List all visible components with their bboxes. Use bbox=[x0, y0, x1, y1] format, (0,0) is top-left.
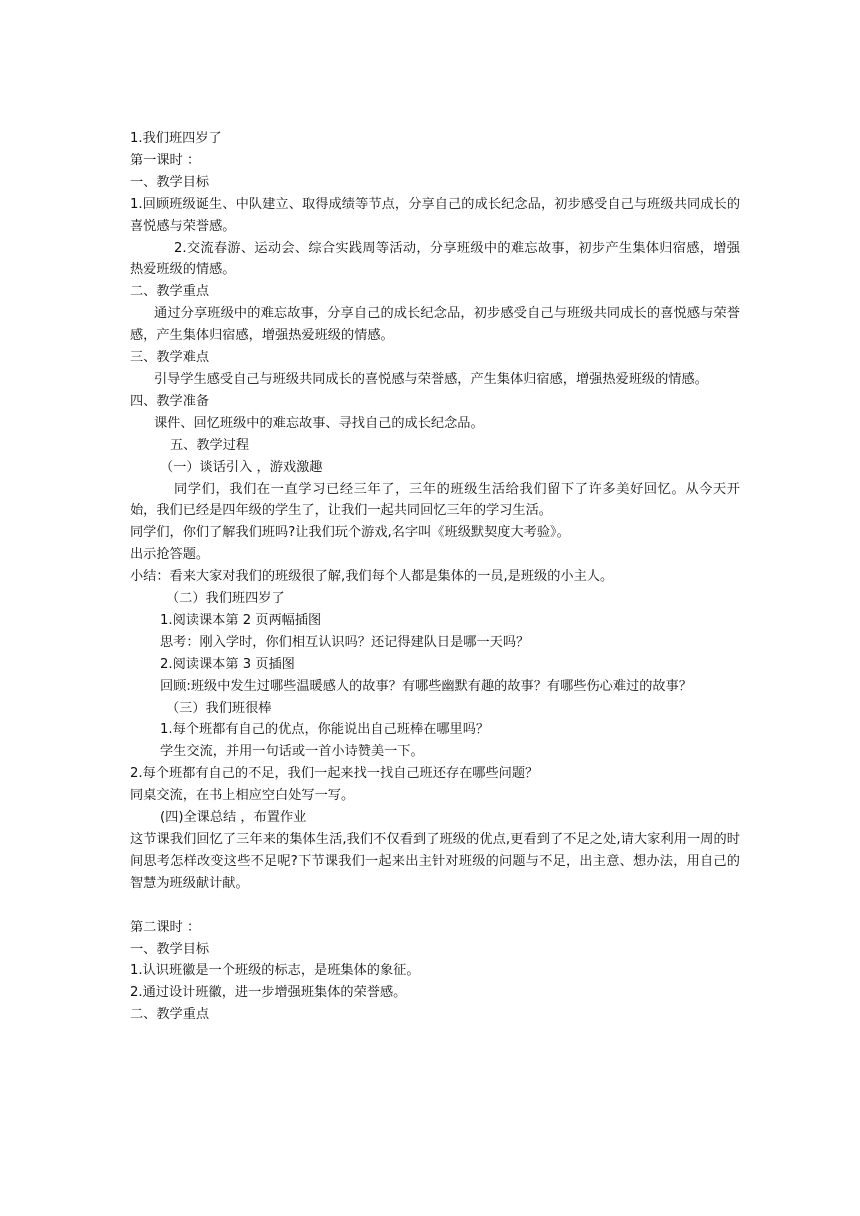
difficulty-heading: 三、教学难点 bbox=[130, 350, 210, 366]
step-answer: 学生交流，并用一句话或一首小诗赞美一下。 bbox=[160, 744, 424, 760]
focus-text: 通过分享班级中的难忘故事，分享自己的成长纪念品，初步感受自己与班级共同成长的喜悦感与荣誉感，产生集体归宿感，增强热爱班级的情感。 bbox=[130, 306, 740, 344]
step-answer: 同桌交流，在书上相应空白处写一写。 bbox=[130, 788, 355, 804]
step-question: 思考：刚入学时，你们相互认识吗？还记得建队日是哪一天吗？ bbox=[160, 634, 530, 650]
focus-heading: 二、教学重点 bbox=[130, 1007, 210, 1023]
document-body bbox=[130, 128, 740, 1026]
step-paragraph: 出示抢答题。 bbox=[130, 547, 210, 563]
prep-text: 课件、回忆班级中的难忘故事、寻找自己的成长纪念品。 bbox=[154, 415, 484, 431]
goal-item: 2.交流春游、运动会、综合实践周等活动，分享班级中的难忘故事，初步产生集体归宿感，增强热爱班级的情感。 bbox=[130, 240, 740, 278]
step-paragraph: 同学们，我们在一直学习已经三年了，三年的班级生活给我们留下了许多美好回忆。从今天开始，我们已经是四年级的学生了，让我们一起共同回忆三年的学习生活。 bbox=[130, 481, 740, 519]
difficulty-text: 引导学生感受自己与班级共同成长的喜悦感与荣誉感，产生集体归宿感，增强热爱班级的情感。 bbox=[154, 371, 708, 387]
step-item: 1.阅读课本第 2 页两幅插图 bbox=[160, 612, 322, 628]
step-question: 回顾:班级中发生过哪些温暖感人的故事？有哪些幽默有趣的故事？有哪些伤心难过的故事？ bbox=[160, 678, 692, 694]
period2-heading: 第二课时 ： bbox=[130, 919, 201, 935]
goal-item: 1.回顾班级诞生、中队建立、取得成绩等节点，分享自己的成长纪念品，初步感受自己与班级共同成长的喜悦感与荣誉感。 bbox=[130, 196, 740, 234]
goals-heading: 一、教学目标 bbox=[130, 174, 210, 190]
step-item: 2.每个班都有自己的不足，我们一起来找一找自己班还存在哪些问题？ bbox=[130, 766, 539, 782]
prep-heading: 四、教学准备 bbox=[130, 393, 210, 409]
step-paragraph: 这节课我们回忆了三年来的集体生活,我们不仅看到了班级的优点,更看到了不足之处,请大家利用一周的时间思考怎样改变这些不足呢?下节课我们一起来出主针对班级的问题与不足，出主意、想办法，用自己的智慧为班级献计献。 bbox=[130, 832, 740, 891]
period1-heading: 第一课时 ： bbox=[130, 152, 201, 168]
step-paragraph: 小结：看来大家对我们的班级很了解,我们每个人都是集体的一员,是班级的小主人。 bbox=[130, 569, 614, 585]
step-heading: (四)全课总结 ，布置作业 bbox=[160, 810, 307, 826]
blank-line bbox=[130, 895, 740, 917]
step-item: 2.阅读课本第 3 页插图 bbox=[160, 656, 295, 672]
step-heading: （一）谈话引入 ，游戏激趣 bbox=[160, 459, 323, 475]
process-heading: 五、教学过程 bbox=[170, 437, 250, 453]
step-item: 1.每个班都有自己的优点，你能说出自己班棒在哪里吗？ bbox=[160, 722, 490, 738]
goal-item: 1.认识班徽是一个班级的标志，是班集体的象征。 bbox=[130, 963, 420, 979]
goal-item: 2.通过设计班徽，进一步增强班集体的荣誉感。 bbox=[130, 985, 407, 1001]
step-heading: （三）我们班很棒 bbox=[166, 700, 272, 716]
goals-heading: 一、教学目标 bbox=[130, 941, 210, 957]
step-heading: （二）我们班四岁了 bbox=[166, 591, 285, 607]
step-paragraph: 同学们，你们了解我们班吗?让我们玩个游戏,名字叫《班级默契度大考验》。 bbox=[130, 525, 570, 541]
focus-heading: 二、教学重点 bbox=[130, 284, 210, 300]
lesson-title: 1.我们班四岁了 bbox=[130, 131, 222, 146]
